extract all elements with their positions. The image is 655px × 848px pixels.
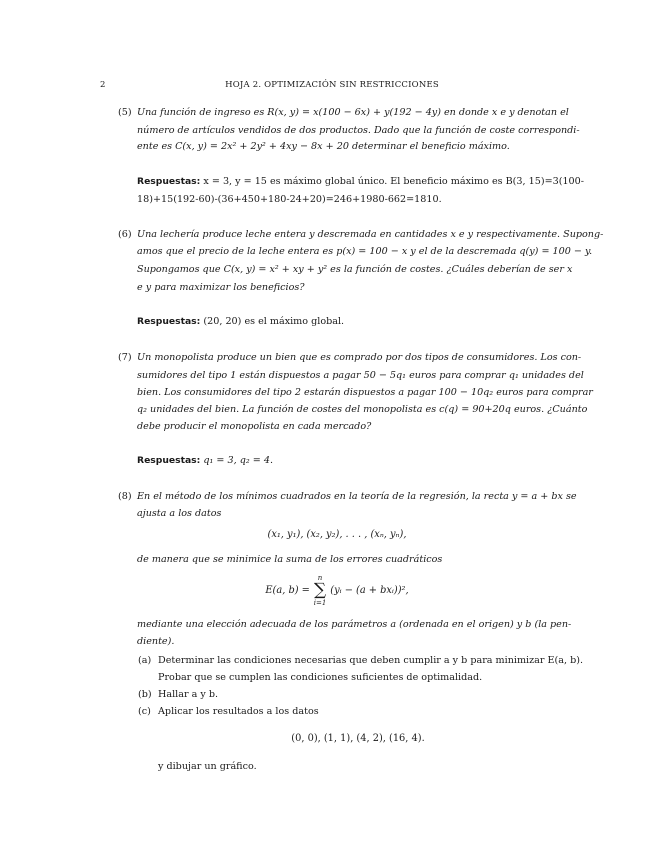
problem-7-line: debe producir el monopolista en cada mercado?	[137, 421, 372, 432]
subpart-c-line: Aplicar los resultados a los datos	[158, 706, 319, 717]
problem-8-line: ajusta a los datos	[137, 508, 222, 519]
problem-6-line: Una lechería produce leche entera y descremada en cantidades x e y respectivamente. Supong-	[137, 229, 604, 240]
problem-6-line: Supongamos que C(x, y) = x² + xy + y² es la función de costes. ¿Cuáles deberían de ser x	[137, 264, 573, 275]
subpart-c-final: y dibujar un gráfico.	[158, 761, 257, 772]
subpart-a-line: Determinar las condiciones necesarias que deben cumplir a y b para minimizar E(a, b).	[158, 655, 584, 666]
page-number: 2	[100, 80, 106, 90]
problem-8-line: de manera que se minimice la suma de los errores cuadráticos	[137, 554, 443, 565]
answer-label: Respuestas:	[137, 455, 201, 466]
problem-6-number: (6)	[118, 229, 132, 240]
problem-7-line: Un monopolista produce un bien que es comprado por dos tipos de consumidores. Los con-	[137, 352, 582, 363]
problem-6-line: amos que el precio de la leche entera es p(x) = 100 − x y el de la descremada q(y) = 100 − y.	[137, 246, 593, 257]
problem-5-line: Una función de ingreso es R(x, y) = x(100 − 6x) + y(192 − 4y) en donde x e y denotan el	[137, 107, 569, 118]
data-points-formula: (x₁, y₁), (x₂, y₂), . . . , (xₙ, yₙ),	[267, 529, 407, 540]
subpart-c-letter: (c)	[138, 706, 151, 717]
problem-5-line: ente es C(x, y) = 2x² + 2y² + 4xy − 8x + 20 determinar el beneficio máximo.	[137, 141, 510, 152]
subpart-b-letter: (b)	[138, 689, 152, 700]
problem-6-line: e y para maximizar los beneficios?	[137, 282, 305, 293]
problem-5-line: número de artículos vendidos de dos productos. Dado que la función de coste correspondi-	[137, 125, 580, 136]
problem-8-line: mediante una elección adecuada de los parámetros a (ordenada en el origen) y b (la pen-	[137, 619, 572, 630]
sum-lower-limit: i=1	[313, 599, 327, 607]
problem-7-line: sumidores del tipo 1 están dispuestos a pagar 50 − 5q₁ euros para comprar q₁ unidades del	[137, 370, 584, 381]
summation	[313, 574, 327, 607]
formula-rhs: (yᵢ − (a + bxᵢ))²,	[330, 585, 409, 596]
problem-7-answer	[137, 455, 273, 467]
problem-5-answer-cont: 18)+15(192-60)-(36+450+180-24+20)=246+1980-662=1810.	[137, 194, 442, 205]
answer-text: q₁ = 3, q₂ = 4.	[203, 455, 273, 466]
problem-5-answer	[137, 176, 584, 188]
problem-7-line: bien. Los consumidores del tipo 2 estarán dispuestos a pagar 100 − 10q₂ euros para comprar	[137, 387, 593, 398]
problem-7-line: q₂ unidades del bien. La función de costes del monopolista es c(q) = 90+20q euros. ¿Cuánto	[137, 404, 588, 415]
answer-text: (20, 20) es el máximo global.	[203, 316, 345, 327]
error-sum-formula	[137, 574, 537, 607]
running-title: HOJA 2. OPTIMIZACIÓN SIN RESTRICCIONES	[225, 80, 439, 90]
problem-8-line: diente).	[137, 636, 175, 647]
problem-8-number: (8)	[118, 491, 132, 502]
problem-8-line: En el método de los mínimos cuadrados en la teoría de la regresión, la recta y = a + bx se	[137, 491, 577, 502]
subpart-b-line: Hallar a y b.	[158, 689, 219, 700]
subpart-c-data: (0, 0), (1, 1), (4, 2), (16, 4).	[291, 733, 425, 744]
sum-upper-limit: n	[317, 574, 323, 582]
problem-7-number: (7)	[118, 352, 132, 363]
answer-label: Respuestas:	[137, 176, 201, 187]
problem-6-answer	[137, 316, 344, 328]
subpart-a-letter: (a)	[138, 655, 152, 666]
answer-label: Respuestas:	[137, 316, 201, 327]
answer-text: x = 3, y = 15 es máximo global único. El beneficio máximo es B(3, 15)=3(100-	[203, 176, 585, 187]
page-header	[100, 80, 564, 94]
formula-lhs: E(a, b) =	[265, 585, 313, 596]
sigma-symbol: ∑	[313, 580, 327, 600]
problem-5-number: (5)	[118, 107, 132, 118]
subpart-a-line: Probar que se cumplen las condiciones suficientes de optimalidad.	[158, 672, 483, 683]
